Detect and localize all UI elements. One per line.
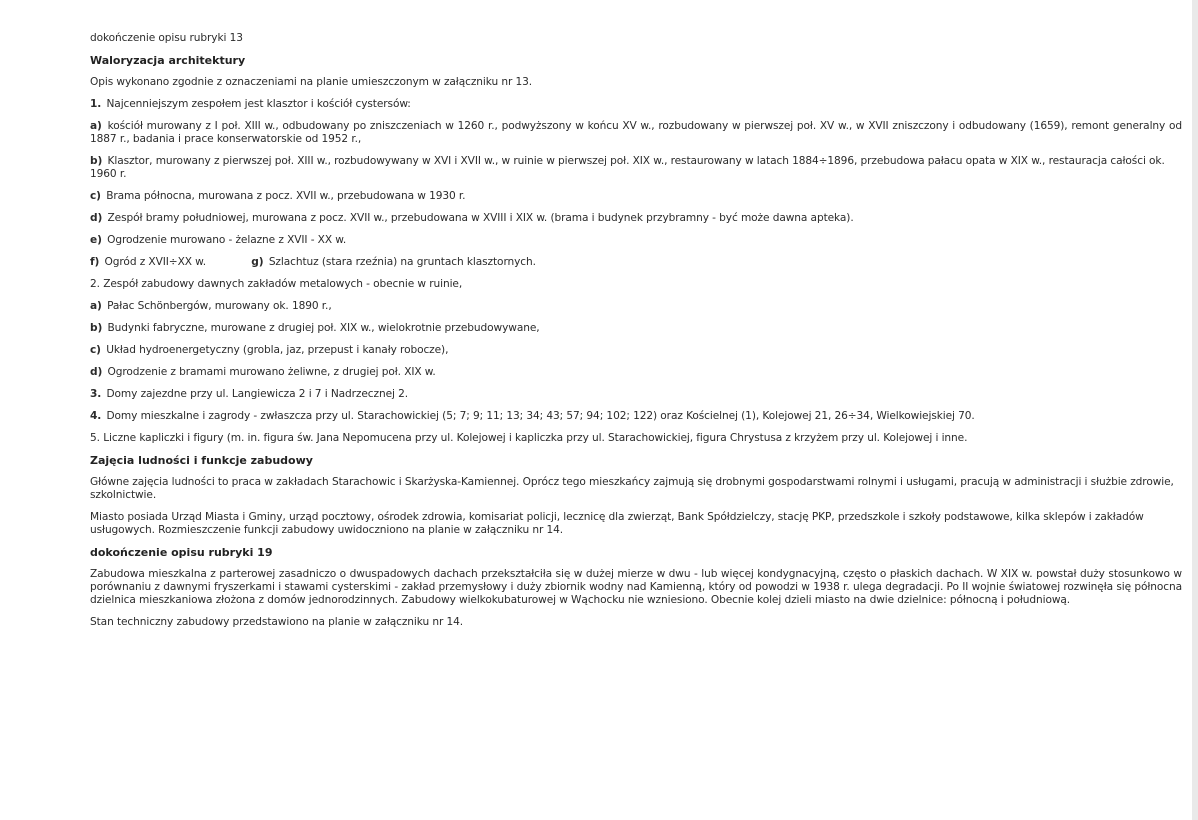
list-item-4 [90, 410, 1182, 423]
continuation-heading-19: dokończenie opisu rubryki 19 [90, 546, 273, 559]
list-item-1 [90, 98, 1182, 111]
list-item-2 [90, 278, 1182, 291]
item-label: d) [90, 212, 103, 224]
list-item-2d [90, 366, 1182, 379]
item-text: Układ hydroenergetyczny (grobla, jaz, przepust i kanały robocze), [106, 344, 449, 356]
item-label: a) [90, 300, 102, 312]
item-text: Brama północna, murowana z pocz. XVII w., przebudowana w 1930 r. [106, 190, 466, 202]
list-item-5 [90, 432, 1182, 445]
item-text: kościół murowany z I poł. XIII w., odbudowany po zniszczeniach w 1260 r., podwyższony w końcu XV w., rozbudowany w pierwszej poł. XV w., w XVII zniszczony i odbudowany (1659), remont generalny od 1887 r., badania i prace konserwatorskie od 1952 r., [90, 120, 1182, 145]
zajecia-paragraph-1: Główne zajęcia ludności to praca w zakładach Starachowic i Skarżyska-Kamiennej. Oprócz tego mieszkańcy zajmują się drobnymi gospodarstwami rolnymi i usługami, pracują w administracji i służbie zdrowie, szkolnictwie. [90, 476, 1174, 501]
item-number: 5. [90, 432, 100, 444]
item-text: Ogrodzenie z bramami murowano żeliwne, z drugiej poł. XIX w. [107, 366, 436, 378]
item-text: Zespół zabudowy dawnych zakładów metalowych - obecnie w ruinie, [103, 278, 463, 290]
rubryka-19-paragraph-1: Zabudowa mieszkalna z parterowej zasadniczo o dwuspadowych dachach przekształciła się w dużej mierze w dwu - lub więcej kondygnacyjną, często o płaskich dachach. W XIX w. powstał duży stosunkowo w porównaniu z dawnymi fryszerkami i stawami cysterskimi - zakład przemysłowy i duży zbiornik wodny nad Kamienną, który od powodzi w 1938 r. ulega degradacji. Po II wojnie światowej rozwinęła się północna dzielnica mieszkaniowa złożona z domów jednorodzinnych. Zabudowy wielkokubaturowej w Wąchocku nie wzniesiono. Obecnie kolej dzieli miasto na dwie dzielnice: północną i południową. [90, 568, 1182, 606]
continuation-heading-13: dokończenie opisu rubryki 13 [90, 32, 243, 44]
item-text: Pałac Schönbergów, murowany ok. 1890 r., [107, 300, 332, 312]
list-item-1a [90, 120, 1182, 146]
item-text: Szlachtuz (stara rzeźnia) na gruntach klasztornych. [268, 256, 536, 268]
item-label: a) [90, 120, 102, 132]
list-item-3 [90, 388, 1182, 401]
list-item-1c [90, 190, 1182, 203]
list-item-1b [90, 155, 1182, 181]
item-label: d) [90, 366, 103, 378]
list-item-2a [90, 300, 1182, 313]
item-text: Domy mieszkalne i zagrody - zwłaszcza przy ul. Starachowickiej (5; 7; 9; 11; 13; 34; 43; 57; 94; 102; 122) oraz Kościelnej (1), Kolejowej 21, 26÷34, Wielkowiejskiej 70. [106, 410, 975, 422]
list-item-1g [251, 256, 536, 268]
item-number: 1. [90, 98, 102, 110]
item-text: Liczne kapliczki i figury (m. in. figura św. Jana Nepomucena przy ul. Kolejowej i kapliczka przy ul. Starachowickiej, figura Chrystusa z krzyżem przy ul. Kolejowej i inne. [103, 432, 968, 444]
list-item-1f [90, 256, 209, 268]
item-label: c) [90, 190, 101, 202]
list-item-2c [90, 344, 1182, 357]
item-label: g) [251, 256, 264, 268]
list-item-1f-1g [90, 256, 1182, 269]
item-number: 3. [90, 388, 102, 400]
item-label: b) [90, 322, 103, 334]
item-text: Najcenniejszym zespołem jest klasztor i kościół cystersów: [106, 98, 411, 110]
item-label: e) [90, 234, 102, 246]
item-label: b) [90, 155, 103, 167]
item-text: Ogrodzenie murowano - żelazne z XVII - XX w. [107, 234, 347, 246]
section-heading-zajecia: Zajęcia ludności i funkcje zabudowy [90, 454, 313, 467]
item-text: Ogród z XVII÷XX w. [104, 256, 207, 268]
intro-paragraph: Opis wykonano zgodnie z oznaczeniami na planie umieszczonym w załączniku nr 13. [90, 76, 533, 88]
zajecia-paragraph-2: Miasto posiada Urząd Miasta i Gminy, urząd pocztowy, ośrodek zdrowia, komisariat policji, lecznicę dla zwierząt, Bank Spółdzielczy, stację PKP, przedszkole i szkoły podstawowe, kilka sklepów i zakładów usługowych. Rozmieszczenie funkcji zabudowy uwidoczniono na planie w załączniku nr 14. [90, 511, 1144, 536]
list-item-2b [90, 322, 1182, 335]
item-number: 2. [90, 278, 100, 290]
item-text: Domy zajezdne przy ul. Langiewicza 2 i 7 i Nadrzecznej 2. [106, 388, 409, 400]
item-number: 4. [90, 410, 102, 422]
scan-edge-shadow [1192, 0, 1198, 820]
rubryka-19-paragraph-2: Stan techniczny zabudowy przedstawiono na planie w załączniku nr 14. [90, 616, 464, 628]
item-label: f) [90, 256, 100, 268]
item-text: Zespół bramy południowej, murowana z pocz. XVII w., przebudowana w XVIII i XIX w. (brama i budynek przybramny - być może dawna apteka). [107, 212, 854, 224]
item-text: Budynki fabryczne, murowane z drugiej poł. XIX w., wielokrotnie przebudowywane, [107, 322, 540, 334]
section-heading-waloryzacja: Waloryzacja architektury [90, 54, 246, 67]
item-text: Klasztor, murowany z pierwszej poł. XIII w., rozbudowywany w XVI i XVII w., w ruinie w pierwszej poł. XIX w., restaurowany w latach 1884÷1896, przebudowa pałacu opata w XIX w., restauracja całości ok. 1960 r. [90, 155, 1165, 180]
list-item-1e [90, 234, 1182, 247]
list-item-1d [90, 212, 1182, 225]
item-label: c) [90, 344, 101, 356]
document-page [90, 32, 1182, 638]
